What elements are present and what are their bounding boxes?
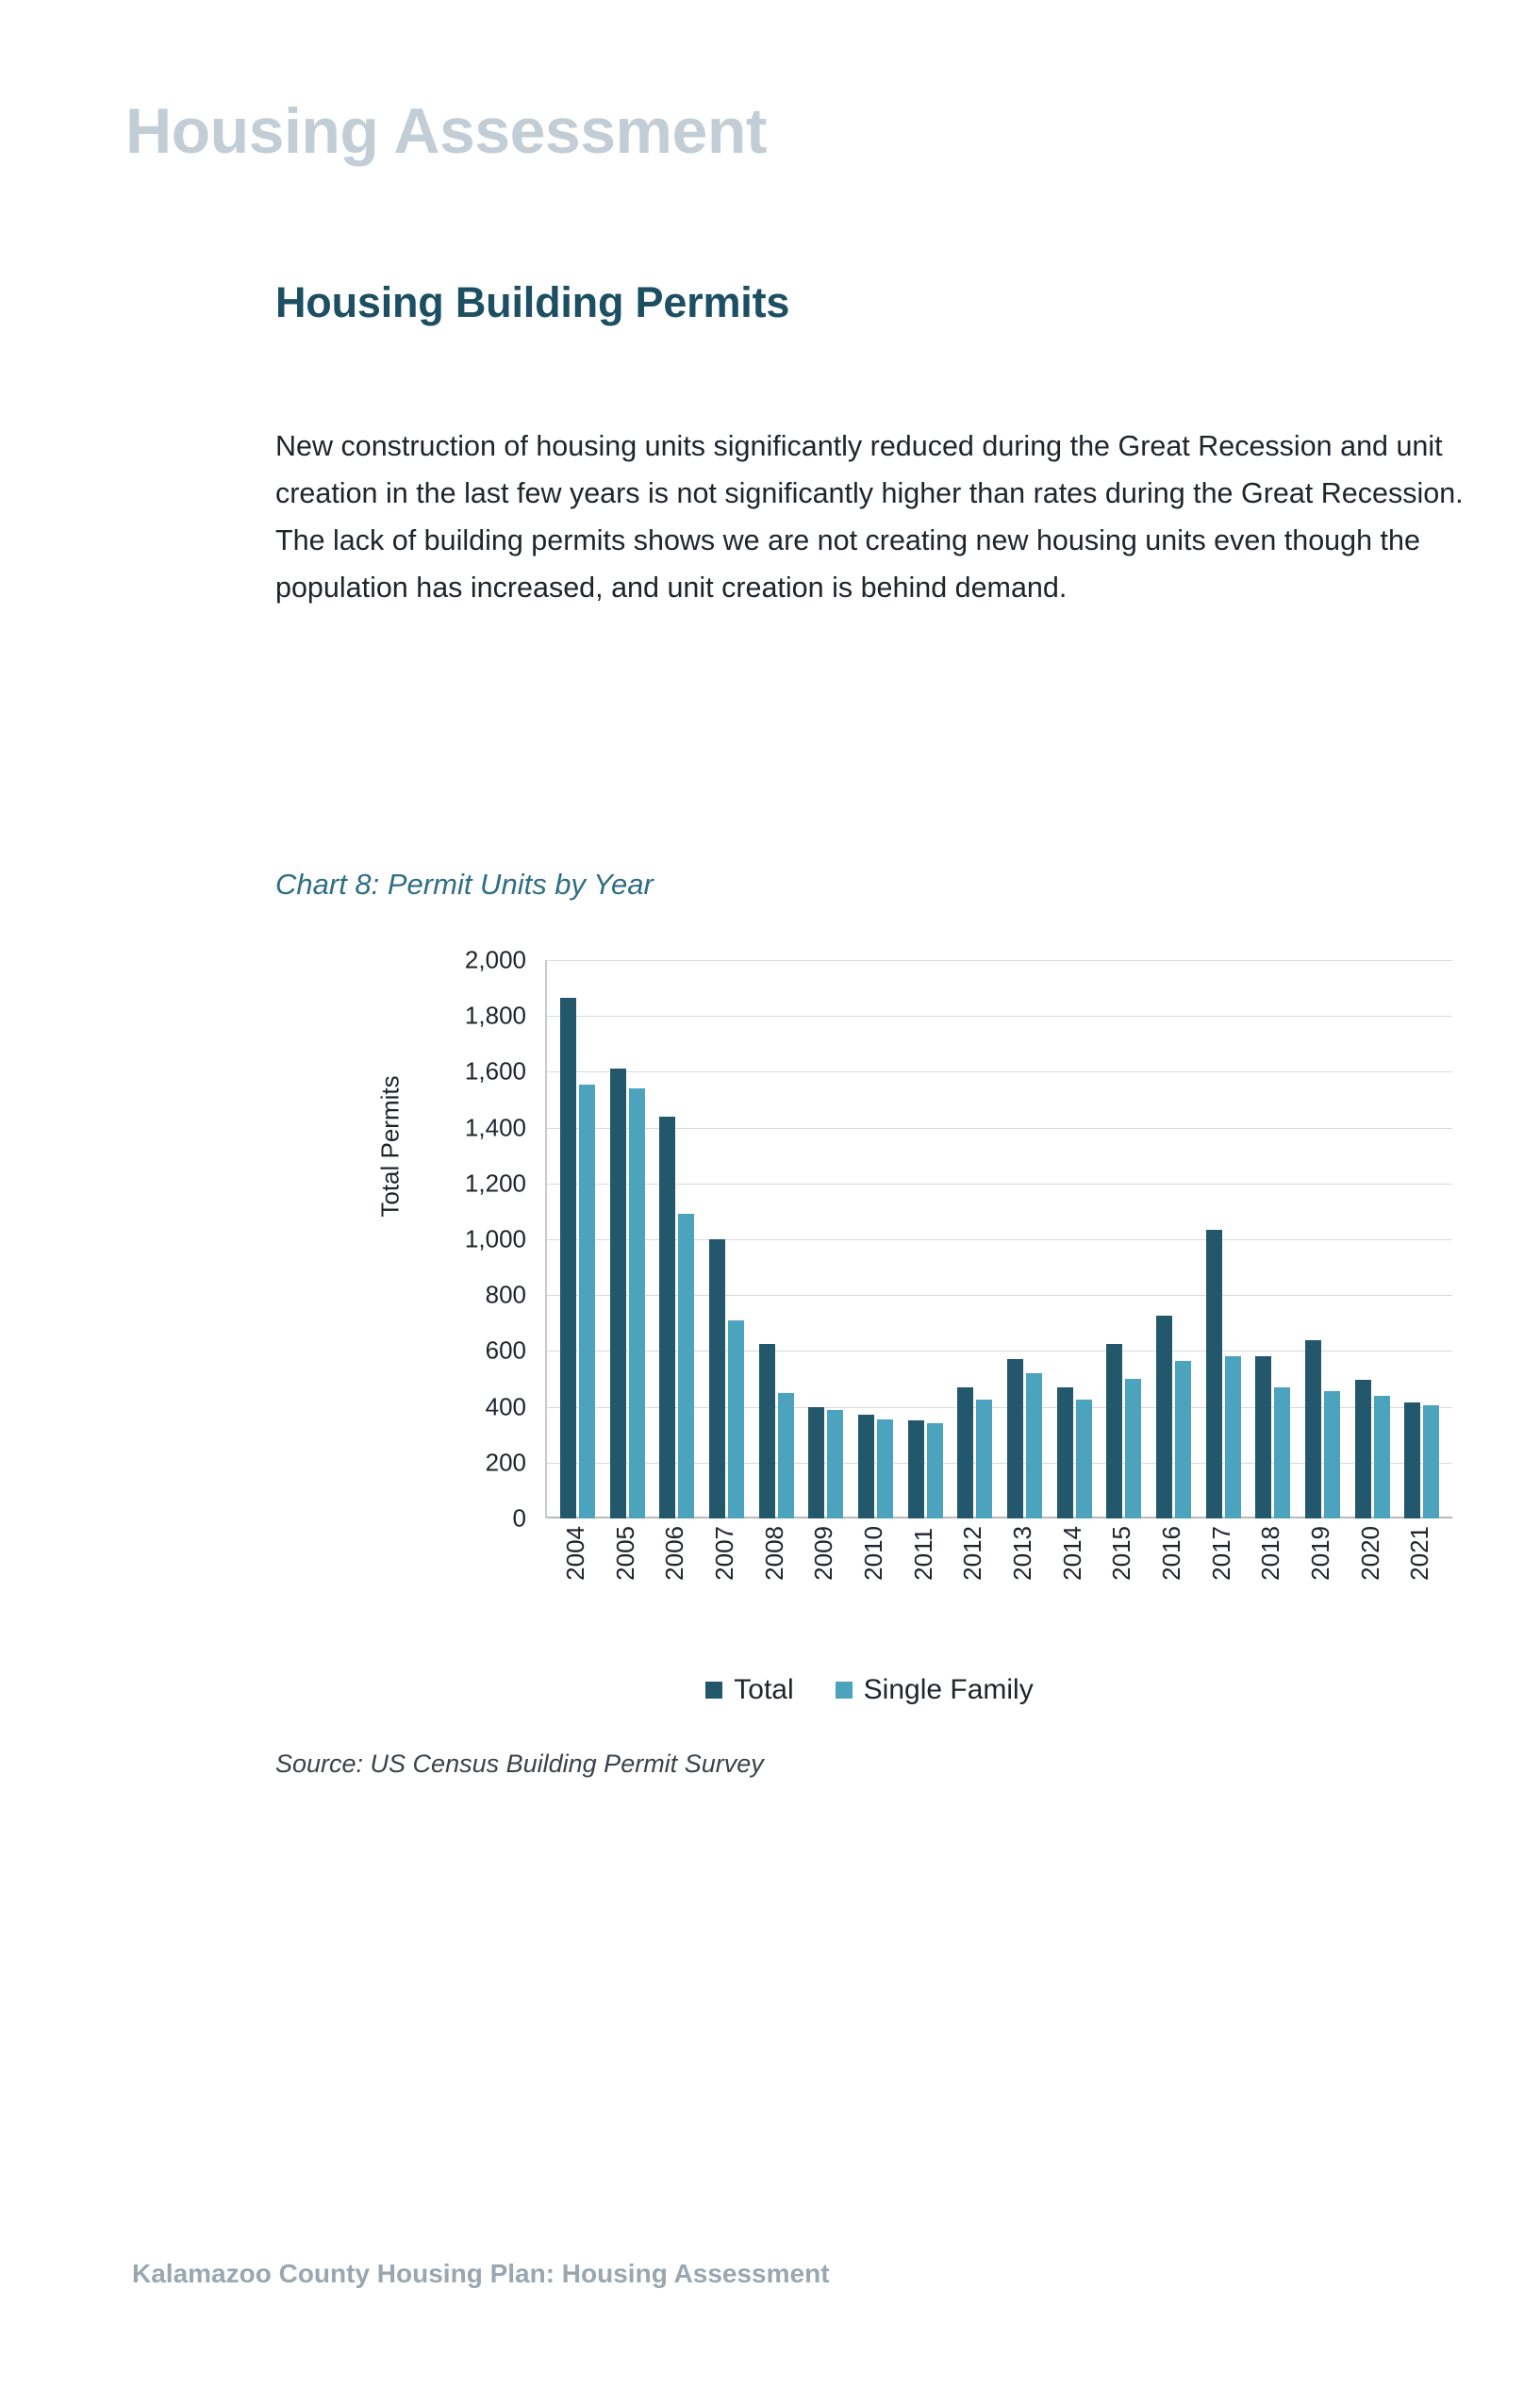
bar-group	[851, 960, 901, 1518]
plot-wrapper	[426, 945, 1454, 1581]
bar-single-family	[1125, 1379, 1141, 1518]
legend-swatch-icon	[836, 1682, 853, 1699]
y-tick-label: 2,000	[464, 945, 526, 974]
bar-total	[610, 1069, 626, 1518]
y-tick-label: 1,800	[464, 1001, 526, 1030]
x-tick-label: 2016	[1156, 1526, 1185, 1581]
x-tick-label: 2013	[1007, 1526, 1036, 1581]
section-title: Housing Building Permits	[275, 278, 790, 326]
bar-group	[1397, 960, 1447, 1518]
bar-total	[1206, 1230, 1222, 1518]
chart-legend	[275, 1674, 1464, 1706]
bar-single-family	[579, 1085, 595, 1518]
legend-item	[836, 1674, 1034, 1706]
bar-total	[858, 1415, 874, 1518]
y-tick-label: 600	[485, 1335, 526, 1365]
legend-label: Single Family	[863, 1674, 1034, 1705]
y-axis-title: Total Permits	[375, 1075, 405, 1218]
bar-group	[1348, 960, 1398, 1518]
x-tick	[948, 1526, 998, 1581]
bar-group	[652, 960, 702, 1518]
x-tick	[1048, 1526, 1098, 1581]
x-tick-label: 2008	[759, 1526, 788, 1581]
x-tick-label: 2009	[809, 1526, 838, 1581]
y-tick-label: 0	[512, 1503, 526, 1533]
bar-single-family	[1274, 1387, 1290, 1518]
page-header: Housing Assessment	[125, 95, 767, 167]
x-tick	[1296, 1526, 1346, 1581]
y-tick-label: 1,400	[464, 1113, 526, 1142]
x-tick	[998, 1526, 1048, 1581]
bar-single-family	[827, 1410, 843, 1518]
bar-single-family	[678, 1214, 694, 1518]
x-tick-label: 2010	[858, 1526, 887, 1581]
x-tick	[650, 1526, 700, 1581]
x-tick	[899, 1526, 949, 1581]
bar-single-family	[927, 1423, 943, 1518]
bar-single-family	[1076, 1400, 1092, 1518]
x-tick	[1097, 1526, 1147, 1581]
y-tick-label: 200	[485, 1448, 526, 1477]
x-tick-label: 2014	[1057, 1526, 1086, 1581]
x-tick	[750, 1526, 800, 1581]
bar-single-family	[1225, 1356, 1241, 1518]
bar-single-family	[1175, 1361, 1191, 1518]
bar-group	[1149, 960, 1199, 1518]
bar-single-family	[728, 1320, 744, 1518]
y-tick-label: 1,200	[464, 1169, 526, 1198]
x-tick-label: 2021	[1405, 1526, 1434, 1581]
legend-swatch-icon	[705, 1682, 722, 1699]
bar-group	[801, 960, 851, 1518]
x-tick	[1346, 1526, 1396, 1581]
body-paragraph: New construction of housing units significantly reduced during the Great Recession and unit creation in the last few years is not significantly higher than rates during the Great Recession. The lack of building permits shows we are not creating new housing units even though the population has increased, and unit creation is behind demand.	[275, 430, 1464, 604]
bar-group	[553, 960, 603, 1518]
bar-groups	[547, 960, 1452, 1518]
bar-group	[901, 960, 951, 1518]
bar-group	[603, 960, 653, 1518]
x-tick	[601, 1526, 651, 1581]
bar-total	[659, 1117, 675, 1518]
bar-total	[1007, 1359, 1023, 1518]
page-footer: Kalamazoo County Housing Plan: Housing Assessment	[132, 2259, 830, 2288]
bar-single-family	[778, 1393, 794, 1518]
x-tick	[1395, 1526, 1445, 1581]
y-axis-tick-labels	[426, 945, 536, 1533]
bar-group	[702, 960, 752, 1518]
x-tick	[700, 1526, 750, 1581]
bar-total	[808, 1407, 824, 1518]
plot-area	[545, 960, 1452, 1518]
x-axis-tick-labels	[545, 1526, 1450, 1581]
x-tick-label: 2019	[1305, 1526, 1334, 1581]
bar-single-family	[877, 1419, 893, 1518]
bar-total	[1156, 1316, 1172, 1518]
legend-label: Total	[734, 1674, 794, 1705]
x-tick-label: 2011	[908, 1527, 937, 1581]
x-tick-label: 2007	[709, 1526, 738, 1581]
bar-total	[1106, 1344, 1122, 1518]
bar-group	[1248, 960, 1298, 1518]
bar-single-family	[1026, 1373, 1042, 1518]
bar-total	[759, 1344, 775, 1518]
bar-group	[1050, 960, 1100, 1518]
x-tick-label: 2006	[660, 1526, 689, 1581]
y-tick-label: 1,600	[464, 1056, 526, 1086]
x-tick	[1197, 1526, 1247, 1581]
bar-total	[1255, 1356, 1271, 1518]
bar-group	[1298, 960, 1348, 1518]
bar-group	[950, 960, 1000, 1518]
chart-caption: Chart 8: Permit Units by Year	[275, 868, 654, 901]
bar-total	[709, 1239, 725, 1518]
bar-single-family	[629, 1088, 645, 1518]
bar-group	[1000, 960, 1050, 1518]
x-tick-label: 2004	[560, 1526, 589, 1581]
x-tick	[849, 1526, 899, 1581]
bar-total	[957, 1387, 973, 1518]
legend-item	[705, 1674, 793, 1706]
bar-total	[560, 998, 576, 1518]
x-tick	[1147, 1526, 1197, 1581]
bar-group	[1099, 960, 1149, 1518]
x-tick	[799, 1526, 849, 1581]
y-tick-label: 800	[485, 1280, 526, 1309]
x-tick	[551, 1526, 601, 1581]
x-tick-label: 2018	[1256, 1526, 1285, 1581]
bar-total	[908, 1420, 924, 1518]
x-tick-label: 2017	[1206, 1526, 1235, 1581]
source-note: Source: US Census Building Permit Survey	[275, 1750, 764, 1778]
chart-container	[275, 943, 1464, 1581]
y-tick-label: 1,000	[464, 1224, 526, 1253]
y-tick-label: 400	[485, 1392, 526, 1421]
bar-total	[1355, 1380, 1371, 1518]
bar-group	[752, 960, 802, 1518]
x-tick-label: 2015	[1107, 1526, 1136, 1581]
bar-single-family	[976, 1400, 992, 1518]
bar-single-family	[1374, 1396, 1390, 1518]
bar-total	[1305, 1340, 1321, 1518]
bar-total	[1404, 1402, 1420, 1518]
x-tick-label: 2005	[610, 1526, 639, 1581]
bar-single-family	[1324, 1391, 1340, 1518]
x-tick-label: 2020	[1355, 1526, 1384, 1581]
bar-group	[1199, 960, 1249, 1518]
bar-single-family	[1423, 1405, 1439, 1518]
x-tick-label: 2012	[958, 1526, 987, 1581]
x-tick	[1246, 1526, 1296, 1581]
bar-total	[1057, 1387, 1073, 1518]
